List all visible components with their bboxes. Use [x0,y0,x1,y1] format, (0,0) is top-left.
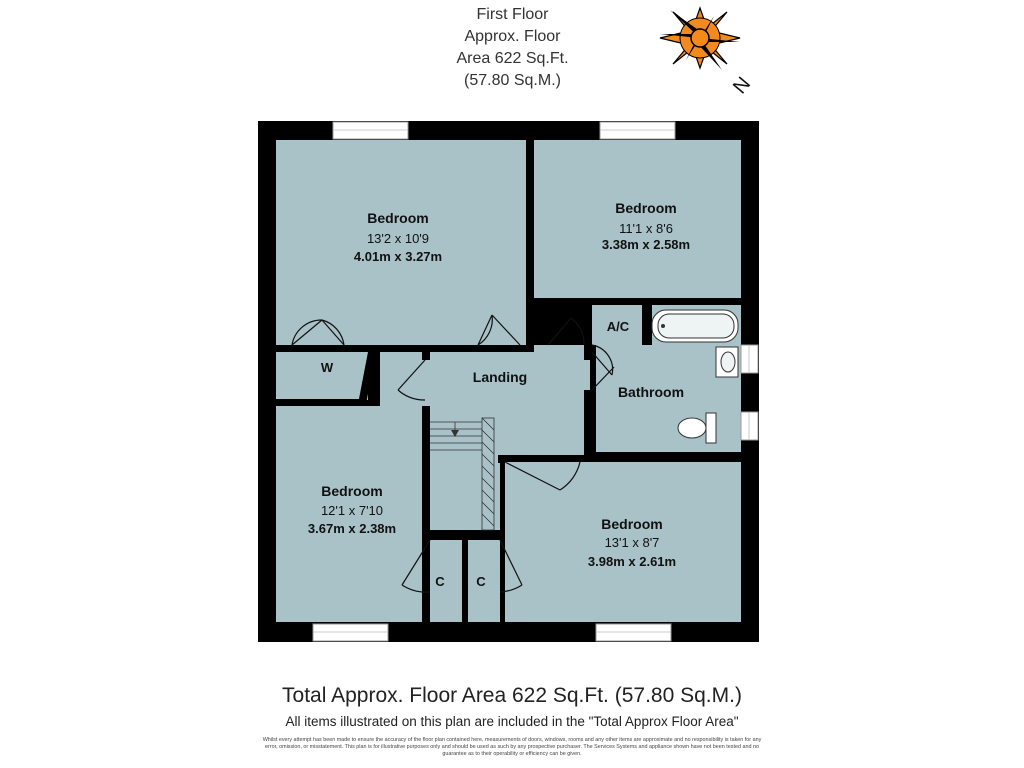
room-name: Bedroom [321,483,383,499]
room-dims-metric: 3.38m x 2.58m [601,237,691,252]
stairwell [430,415,500,530]
total-floor-area: Total Approx. Floor Area 622 Sq.Ft. (57.80 Sq.M.) [282,684,742,707]
bath-plug-icon [661,324,665,328]
north-label: N [728,73,756,99]
disclaimer: Whilst every attempt has been made to ensure the accuracy of the floor plan contained here, measurements of doors, windows, rooms and any other items are approximate and no responsibility is taken for any error, omission, or misstatement. This plan is for illustrative purposes only and should be used as such by any prospective purchaser. The Services Systems and appliance shown have not been tested and no guarantee as to their operability or efficiency can be given. [262,737,762,757]
floor-area-line: Approx. Floor [464,28,561,45]
bedroom-top-right [534,140,741,298]
toilet-cistern-icon [706,413,716,443]
bath-basin-icon [658,314,734,338]
room-name: Bedroom [615,200,677,216]
room-name: Bedroom [367,210,429,226]
washbasin-bowl-icon [721,352,735,372]
room-name: C [435,574,445,589]
room-dims-imperial: 11'1 x 8'6 [619,221,673,236]
room-name: Bathroom [617,384,685,400]
floor-area-line: (57.80 Sq.M.) [464,72,561,89]
included-note: All items illustrated on this plan are included in the "Total Approx Floor Area" [285,714,739,729]
room-name: W [320,360,334,375]
room-dims-metric: 4.01m x 3.27m [353,249,443,264]
room-dims-metric: 3.67m x 2.38m [307,521,397,536]
room-dims-imperial: 13'2 x 10'9 [366,231,430,246]
room-name: C [476,574,486,589]
bathroom-wall-pier [741,380,758,410]
room-name: A/C [606,319,630,334]
room-dims-imperial: 12'1 x 7'10 [320,503,384,518]
room-name: Landing [472,369,528,385]
room-name: Bedroom [601,516,663,532]
toilet-bowl-icon [678,418,706,438]
floor-area-line: Area 622 Sq.Ft. [456,50,569,67]
room-dims-metric: 3.98m x 2.61m [587,554,677,569]
compass-icon [660,8,740,70]
room-dims-imperial: 13'1 x 8'7 [604,535,660,550]
floor-title: First Floor [476,6,549,23]
